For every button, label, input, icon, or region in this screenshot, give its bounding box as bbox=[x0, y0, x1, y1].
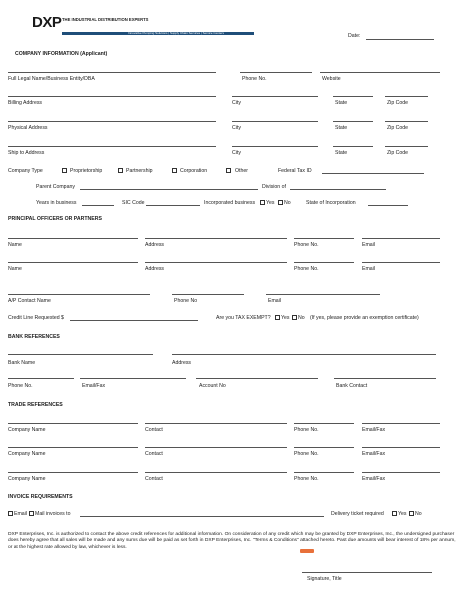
ship-address-field[interactable] bbox=[8, 146, 216, 147]
other-label: Other bbox=[235, 168, 248, 174]
sic-field[interactable] bbox=[146, 205, 200, 206]
credit-line-field[interactable] bbox=[70, 320, 198, 321]
officer2-name-label: Name bbox=[8, 266, 22, 272]
billing-state-label: State bbox=[335, 100, 348, 106]
officer2-phone-label: Phone No. bbox=[294, 266, 319, 272]
division-field[interactable] bbox=[290, 189, 386, 190]
physical-city-label: City bbox=[232, 125, 241, 131]
credit-line-label: Credit Line Requested $ bbox=[8, 315, 64, 321]
ap-contact-label: A/P Contact Name bbox=[8, 298, 51, 304]
state-inc-label: State of Incorporation bbox=[306, 200, 356, 206]
tagline: THE INDUSTRIAL DISTRIBUTION EXPERTS bbox=[62, 17, 149, 22]
bank-contact-field[interactable] bbox=[334, 378, 436, 379]
trade1-company-field[interactable] bbox=[8, 423, 138, 424]
trade2-email-label: Email/Fax bbox=[362, 451, 386, 457]
officer1-email-label: Email bbox=[362, 242, 375, 248]
officer2-email-field[interactable] bbox=[362, 262, 440, 263]
physical-label: Physical Address bbox=[8, 125, 48, 131]
ap-email-label: Email bbox=[268, 298, 281, 304]
date-label: Date: bbox=[348, 33, 361, 39]
partnership-checkbox[interactable] bbox=[118, 168, 123, 173]
trade1-phone-label: Phone No. bbox=[294, 427, 319, 433]
delivery-yes-label: Yes bbox=[398, 511, 407, 517]
ship-city-field[interactable] bbox=[232, 146, 318, 147]
date-field[interactable] bbox=[366, 39, 434, 40]
years-field[interactable] bbox=[82, 205, 114, 206]
incorporated-no-label: No bbox=[284, 200, 291, 206]
ship-zip-label: Zip Code bbox=[387, 150, 409, 156]
delivery-yes-checkbox[interactable] bbox=[392, 511, 397, 516]
physical-state-field[interactable] bbox=[333, 121, 373, 122]
trade1-phone-field[interactable] bbox=[294, 423, 354, 424]
company-type-label: Company Type bbox=[8, 168, 43, 174]
ap-phone-field[interactable] bbox=[172, 294, 244, 295]
bank-account-label: Account No bbox=[199, 383, 226, 389]
trade3-email-field[interactable] bbox=[362, 472, 440, 473]
officer1-address-label: Address bbox=[145, 242, 165, 248]
phone-field[interactable] bbox=[240, 72, 312, 73]
billing-zip-field[interactable] bbox=[385, 96, 428, 97]
invoice-mail-checkbox[interactable] bbox=[29, 511, 34, 516]
tax-exempt-no-checkbox[interactable] bbox=[292, 315, 297, 320]
physical-city-field[interactable] bbox=[232, 121, 318, 122]
legal-name-label: Full Legal Name/Business Entity/DBA bbox=[8, 76, 95, 82]
trade2-contact-field[interactable] bbox=[145, 447, 287, 448]
billing-address-field[interactable] bbox=[8, 96, 216, 97]
physical-state-label: State bbox=[335, 125, 348, 131]
trade1-contact-field[interactable] bbox=[145, 423, 287, 424]
delivery-no-label: No bbox=[415, 511, 422, 517]
proprietorship-checkbox[interactable] bbox=[62, 168, 67, 173]
bank-email-field[interactable] bbox=[80, 378, 186, 379]
legal-name-field[interactable] bbox=[8, 72, 216, 73]
trade1-company-label: Company Name bbox=[8, 427, 46, 433]
trade3-phone-field[interactable] bbox=[294, 472, 354, 473]
physical-zip-field[interactable] bbox=[385, 121, 428, 122]
bank-name-field[interactable] bbox=[8, 354, 153, 355]
trade3-contact-field[interactable] bbox=[145, 472, 287, 473]
bank-name-label: Bank Name bbox=[8, 360, 36, 366]
other-checkbox[interactable] bbox=[226, 168, 231, 173]
officer1-name-field[interactable] bbox=[8, 238, 138, 239]
bank-address-field[interactable] bbox=[172, 354, 436, 355]
invoice-email-checkbox[interactable] bbox=[8, 511, 13, 516]
officers-heading: PRINCIPAL OFFICERS OR PARTNERS bbox=[8, 216, 102, 222]
trade1-contact-label: Contact bbox=[145, 427, 163, 433]
trade2-company-field[interactable] bbox=[8, 447, 138, 448]
parent-company-field[interactable] bbox=[80, 189, 258, 190]
trade3-company-label: Company Name bbox=[8, 476, 46, 482]
tax-exempt-no-label: No bbox=[298, 315, 305, 321]
trade3-company-field[interactable] bbox=[8, 472, 138, 473]
corporation-label: Corporation bbox=[180, 168, 208, 174]
trade2-company-label: Company Name bbox=[8, 451, 46, 457]
incorporated-yes-label: Yes bbox=[266, 200, 275, 206]
phone-label: Phone No. bbox=[242, 76, 267, 82]
trade1-email-label: Email/Fax bbox=[362, 427, 386, 433]
incorporated-yes-checkbox[interactable] bbox=[260, 200, 265, 205]
ship-city-label: City bbox=[232, 150, 241, 156]
bank-address-label: Address bbox=[172, 360, 192, 366]
officer1-phone-field[interactable] bbox=[294, 238, 354, 239]
corporation-checkbox[interactable] bbox=[172, 168, 177, 173]
tax-id-label: Federal Tax ID bbox=[278, 168, 312, 174]
trade2-email-field[interactable] bbox=[362, 447, 440, 448]
officer1-phone-label: Phone No. bbox=[294, 242, 319, 248]
sic-label: SIC Code bbox=[122, 200, 145, 206]
tax-exempt-label: Are you TAX EXEMPT? bbox=[216, 315, 271, 321]
ap-phone-label: Phone No bbox=[174, 298, 198, 304]
tax-exempt-yes-checkbox[interactable] bbox=[275, 315, 280, 320]
exempt-note: (If yes, please provide an exemption certificate) bbox=[310, 315, 419, 321]
tax-exempt-yes-label: Yes bbox=[281, 315, 290, 321]
website-label: Website bbox=[322, 76, 341, 82]
trade2-phone-label: Phone No. bbox=[294, 451, 319, 457]
delivery-no-checkbox[interactable] bbox=[409, 511, 414, 516]
trade3-email-label: Email/Fax bbox=[362, 476, 386, 482]
trade2-phone-field[interactable] bbox=[294, 447, 354, 448]
officer1-email-field[interactable] bbox=[362, 238, 440, 239]
delivery-ticket-label: Delivery ticket required bbox=[331, 511, 384, 517]
bank-email-label: Email/Fax bbox=[82, 383, 106, 389]
bank-phone-label: Phone No. bbox=[8, 383, 33, 389]
officer2-phone-field[interactable] bbox=[294, 262, 354, 263]
legal-text: DXP Enterprises, Inc. is authorized to contact the above credit references for additional information. On consideration of any credit which may be granted by DXP Enterprises, Inc., the undersigned purchaser does hereby agree that all sales will be made and any sums due will be paid as set forth in DXP Enterprises, Inc. "Terms & Conditions" attached hereto. Past due amounts will bear interest of 18% per annum, or at the highest rate allowed by law, whichever is less. bbox=[8, 532, 456, 550]
bank-contact-label: Bank Contact bbox=[336, 383, 368, 389]
signature-field[interactable] bbox=[302, 572, 432, 573]
ship-zip-field[interactable] bbox=[385, 146, 428, 147]
billing-city-label: City bbox=[232, 100, 241, 106]
tax-id-field[interactable] bbox=[322, 173, 424, 174]
parent-company-label: Parent Company bbox=[36, 184, 75, 190]
invoice-heading: INVOICE REQUIREMENTS bbox=[8, 494, 73, 500]
signature-label: Signature, Title bbox=[307, 576, 342, 582]
officer1-address-field[interactable] bbox=[145, 238, 287, 239]
dxp-logo: DXP bbox=[32, 14, 62, 31]
years-label: Years in business bbox=[36, 200, 77, 206]
company-heading: COMPANY INFORMATION (Applicant) bbox=[15, 51, 108, 57]
billing-zip-label: Zip Code bbox=[387, 100, 409, 106]
partnership-label: Partnership bbox=[126, 168, 153, 174]
billing-label: Billing Address bbox=[8, 100, 43, 106]
ap-email-field[interactable] bbox=[266, 294, 380, 295]
billing-state-field[interactable] bbox=[333, 96, 373, 97]
officer2-email-label: Email bbox=[362, 266, 375, 272]
header-bar-links: Innovative Pumping Solutions | Supply Chain Services | Service Centers bbox=[128, 31, 224, 35]
state-inc-field[interactable] bbox=[368, 205, 408, 206]
physical-address-field[interactable] bbox=[8, 121, 216, 122]
bank-phone-field[interactable] bbox=[8, 378, 74, 379]
officer2-name-field[interactable] bbox=[8, 262, 138, 263]
incorporated-label: Incorporated business bbox=[204, 200, 256, 206]
orange-stamp bbox=[300, 549, 314, 553]
incorporated-no-checkbox[interactable] bbox=[278, 200, 283, 205]
billing-city-field[interactable] bbox=[232, 96, 318, 97]
website-field[interactable] bbox=[320, 72, 440, 73]
bank-account-field[interactable] bbox=[196, 378, 318, 379]
ship-state-label: State bbox=[335, 150, 348, 156]
trade-heading: TRADE REFERENCES bbox=[8, 402, 63, 408]
officer1-name-label: Name bbox=[8, 242, 22, 248]
physical-zip-label: Zip Code bbox=[387, 125, 409, 131]
ship-label: Ship to Address bbox=[8, 150, 45, 156]
trade2-contact-label: Contact bbox=[145, 451, 163, 457]
division-label: Division of bbox=[262, 184, 286, 190]
trade3-contact-label: Contact bbox=[145, 476, 163, 482]
officer2-address-field[interactable] bbox=[145, 262, 287, 263]
invoice-mail-label: Mail invoices to bbox=[35, 511, 71, 517]
trade3-phone-label: Phone No. bbox=[294, 476, 319, 482]
trade1-email-field[interactable] bbox=[362, 423, 440, 424]
invoice-email-label: Email bbox=[14, 511, 27, 517]
proprietorship-label: Proprietorship bbox=[70, 168, 103, 174]
officer2-address-label: Address bbox=[145, 266, 165, 272]
bank-heading: BANK REFERENCES bbox=[8, 334, 60, 340]
ap-contact-field[interactable] bbox=[8, 294, 150, 295]
mail-invoices-field[interactable] bbox=[80, 516, 324, 517]
ship-state-field[interactable] bbox=[333, 146, 373, 147]
